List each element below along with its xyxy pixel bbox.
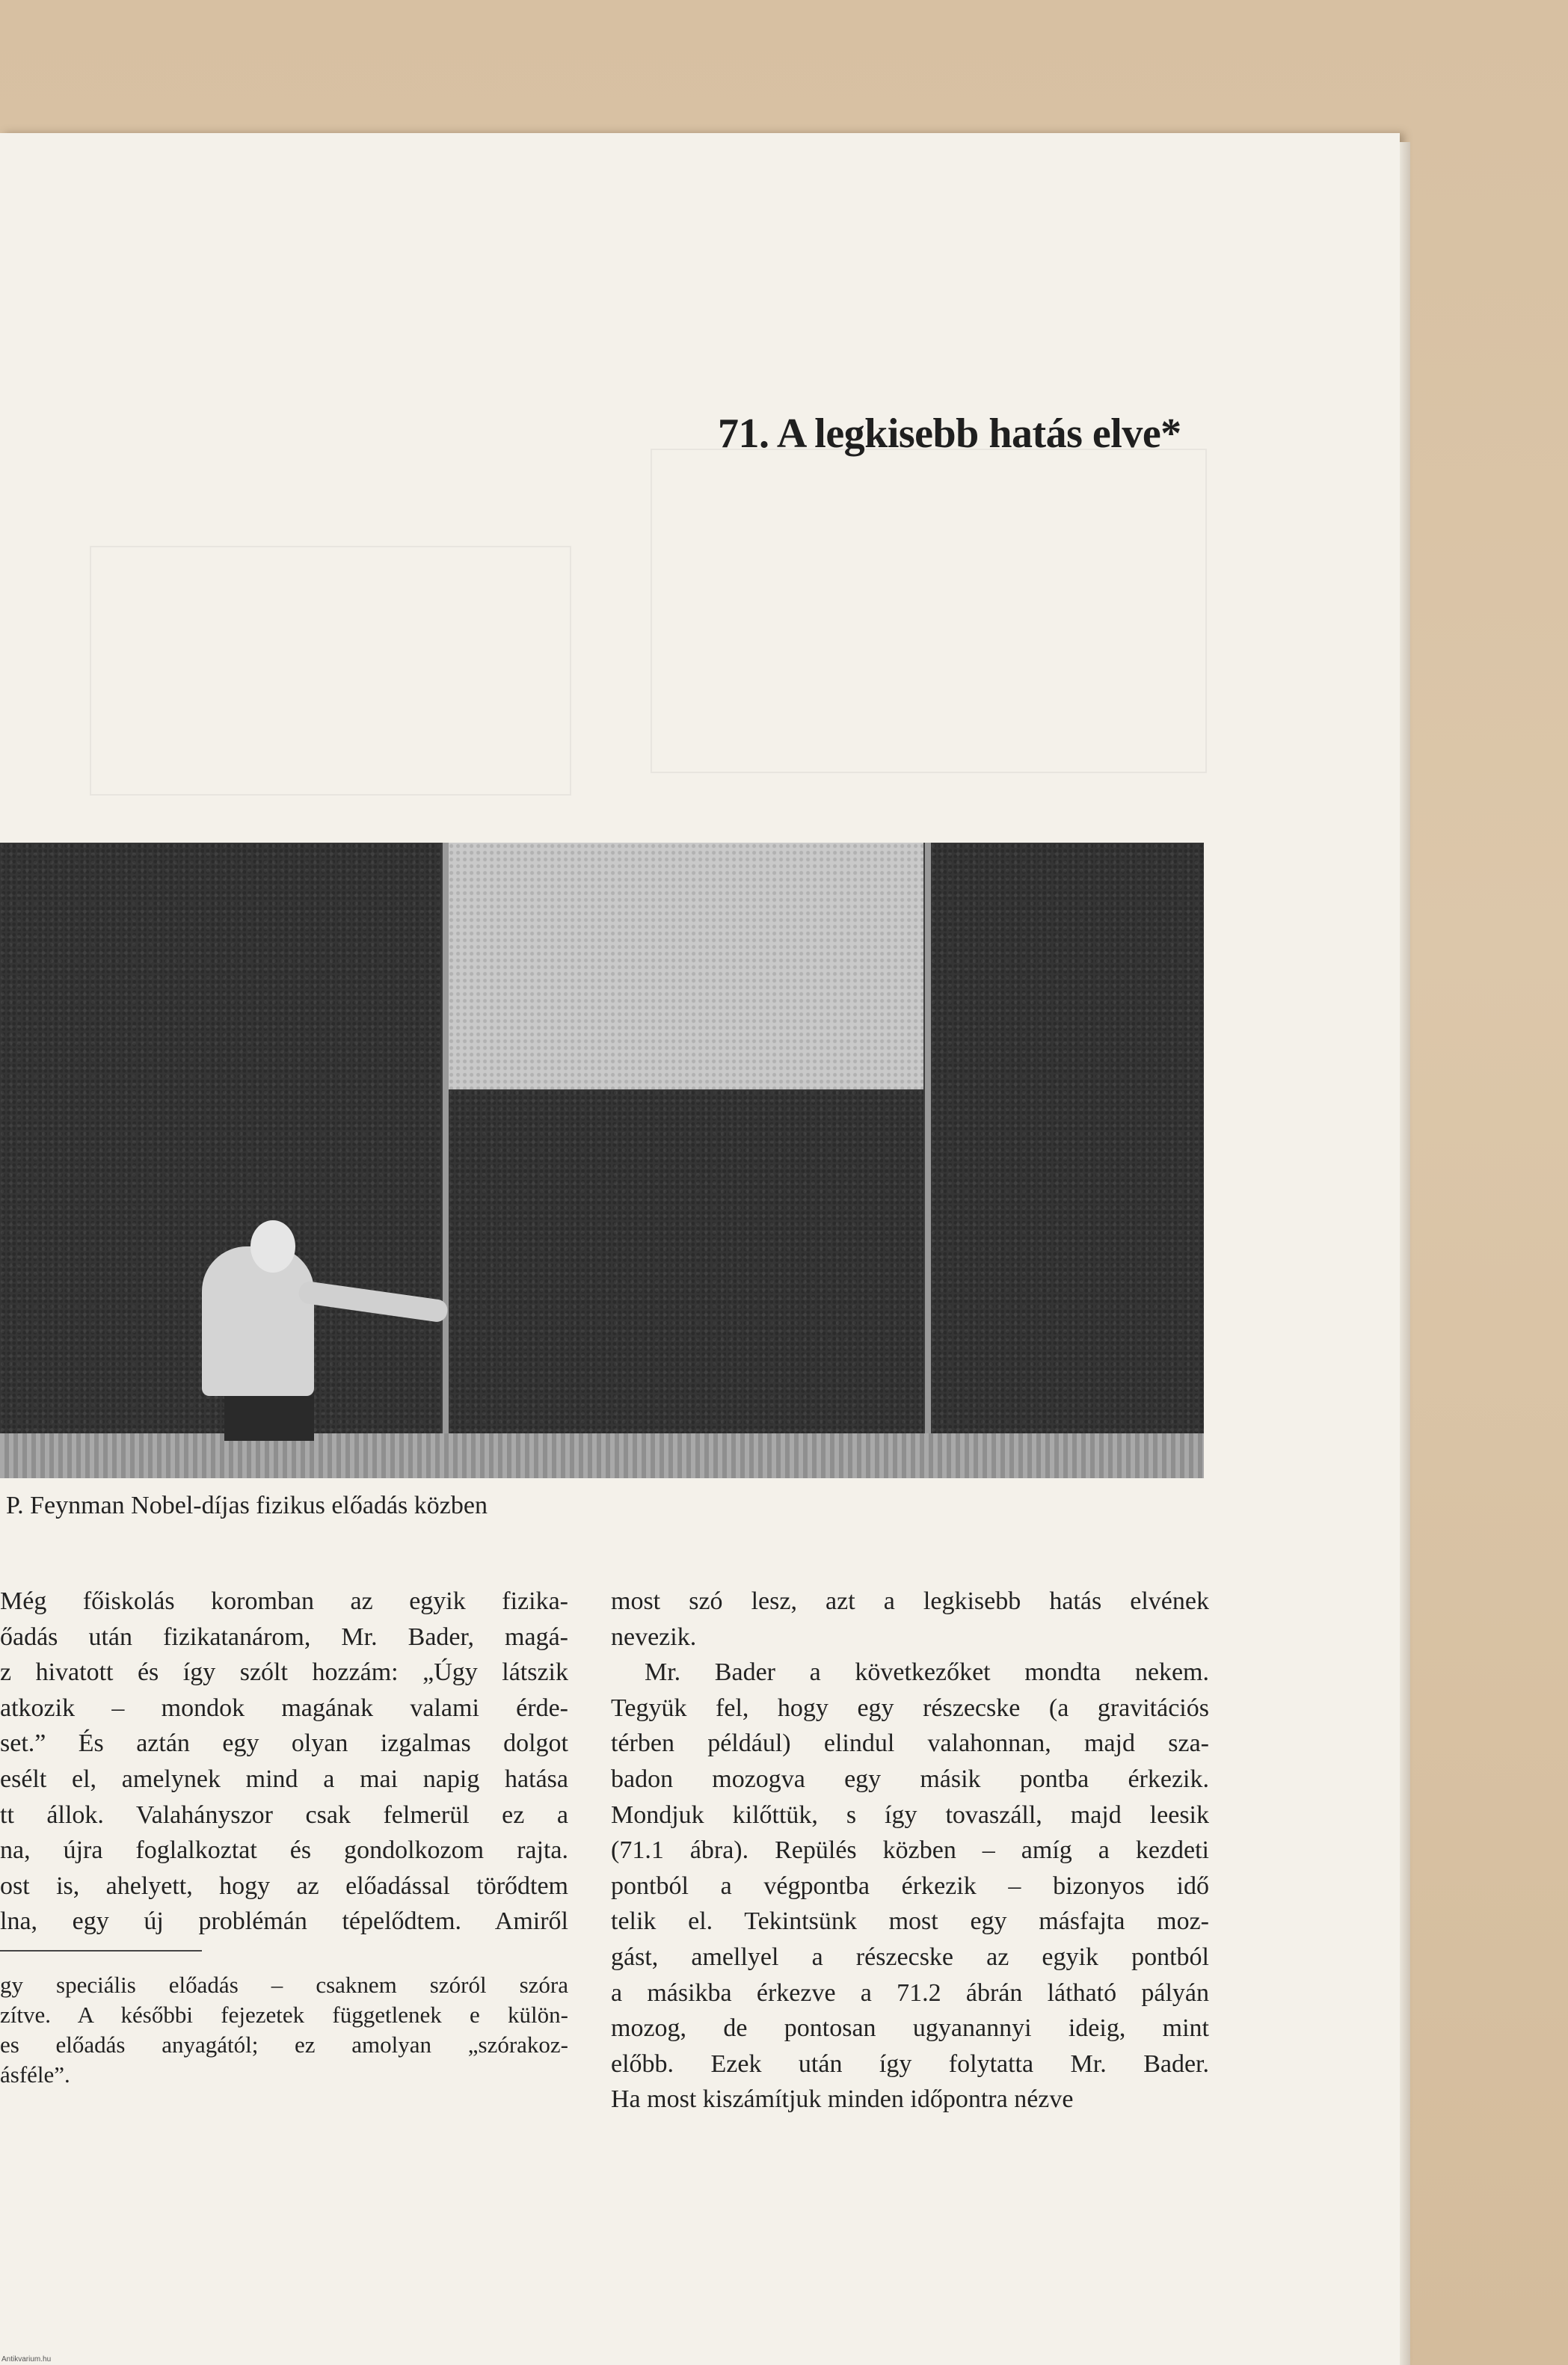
watermark: Antikvarium.hu: [1, 2355, 52, 2364]
chapter-title: 71. A legkisebb hatás elve*: [718, 410, 1181, 457]
feynman-photo: [0, 843, 1204, 1478]
text-line: (71.1 ábra). Repülés közben – amíg a kezdeti: [611, 1836, 1209, 1865]
text-line: tt állok. Valahányszor csak felmerül ez a: [0, 1800, 568, 1829]
text-line: térben például) elindul valahonnan, majd sza-: [611, 1729, 1209, 1758]
lecturer-legs: [224, 1388, 314, 1441]
footnote: [0, 1970, 568, 2090]
show-through-figure: [651, 449, 1207, 773]
text-line: Ha most kiszámítjuk minden időpontra nézve: [611, 2085, 1074, 2114]
text-line: lna, egy új problémán tépelődtem. Amiről: [0, 1907, 568, 1936]
text-line: a másikba érkezve a 71.2 ábrán látható pályán: [611, 1978, 1209, 2007]
text-line: Még főiskolás koromban az egyik fizika-: [0, 1587, 568, 1615]
footnote-line: ásféle”.: [0, 2061, 70, 2088]
chalk-ledge: [0, 1433, 1204, 1478]
text-line: Mr. Bader a következőket mondta nekem.: [645, 1658, 1209, 1687]
text-line: gást, amellyel a részecske az egyik pontból: [611, 1943, 1209, 1971]
text-line: Tegyük fel, hogy egy részecske (a gravitációs: [611, 1694, 1209, 1722]
page-edge: [1400, 142, 1410, 2365]
text-line: esélt el, amelynek mind a mai napig hatása: [0, 1765, 568, 1793]
text-line: z hivatott és így szólt hozzám: „Úgy látszik: [0, 1658, 568, 1687]
text-line: mozog, de pontosan ugyanannyi ideig, mint: [611, 2014, 1209, 2043]
board-frame: [925, 843, 931, 1441]
text-line: Mondjuk kilőttük, s így tovaszáll, majd leesik: [611, 1800, 1209, 1829]
photo-caption: P. Feynman Nobel-díjas fizikus előadás közben: [6, 1492, 488, 1519]
text-line: na, újra foglalkoztat és gondolkozom rajta.: [0, 1836, 568, 1865]
footnote-line: gy speciális előadás – csaknem szóról szóra: [0, 1972, 568, 1998]
lecturer-body: [202, 1246, 314, 1396]
footnote-line: es előadás anyagától; ez amolyan „szórakoz-: [0, 2032, 568, 2058]
footnote-rule: [0, 1950, 202, 1952]
board-frame: [443, 843, 449, 1441]
text-line: őadás után fizikatanárom, Mr. Bader, magá-: [0, 1623, 568, 1651]
text-line: pontból a végpontba érkezik – bizonyos idő: [611, 1872, 1209, 1900]
show-through-figure-left: [90, 546, 571, 796]
text-line: most szó lesz, azt a legkisebb hatás elvének: [611, 1587, 1209, 1615]
text-line: set.” És aztán egy olyan izgalmas dolgot: [0, 1729, 568, 1758]
footnote-line: zítve. A későbbi fejezetek függetlenek e külön-: [0, 2002, 568, 2028]
text-line: telik el. Tekintsünk most egy másfajta moz-: [611, 1907, 1209, 1936]
text-line: ost is, ahelyett, hogy az előadással törődtem: [0, 1872, 568, 1900]
blackboard-middle-upper: [449, 843, 923, 1089]
lecturer-head: [250, 1220, 295, 1273]
text-line: előbb. Ezek után így folytatta Mr. Bader.: [611, 2049, 1209, 2078]
text-line: atkozik – mondok magának valami érde-: [0, 1694, 568, 1722]
blackboard-right: [931, 843, 1204, 1433]
text-line: nevezik.: [611, 1623, 697, 1651]
text-line: badon mozogva egy másik pontba érkezik.: [611, 1765, 1209, 1793]
left-column: [0, 1584, 568, 1940]
blackboard-middle-lower: [449, 1089, 923, 1433]
right-column: [611, 1584, 1209, 2118]
